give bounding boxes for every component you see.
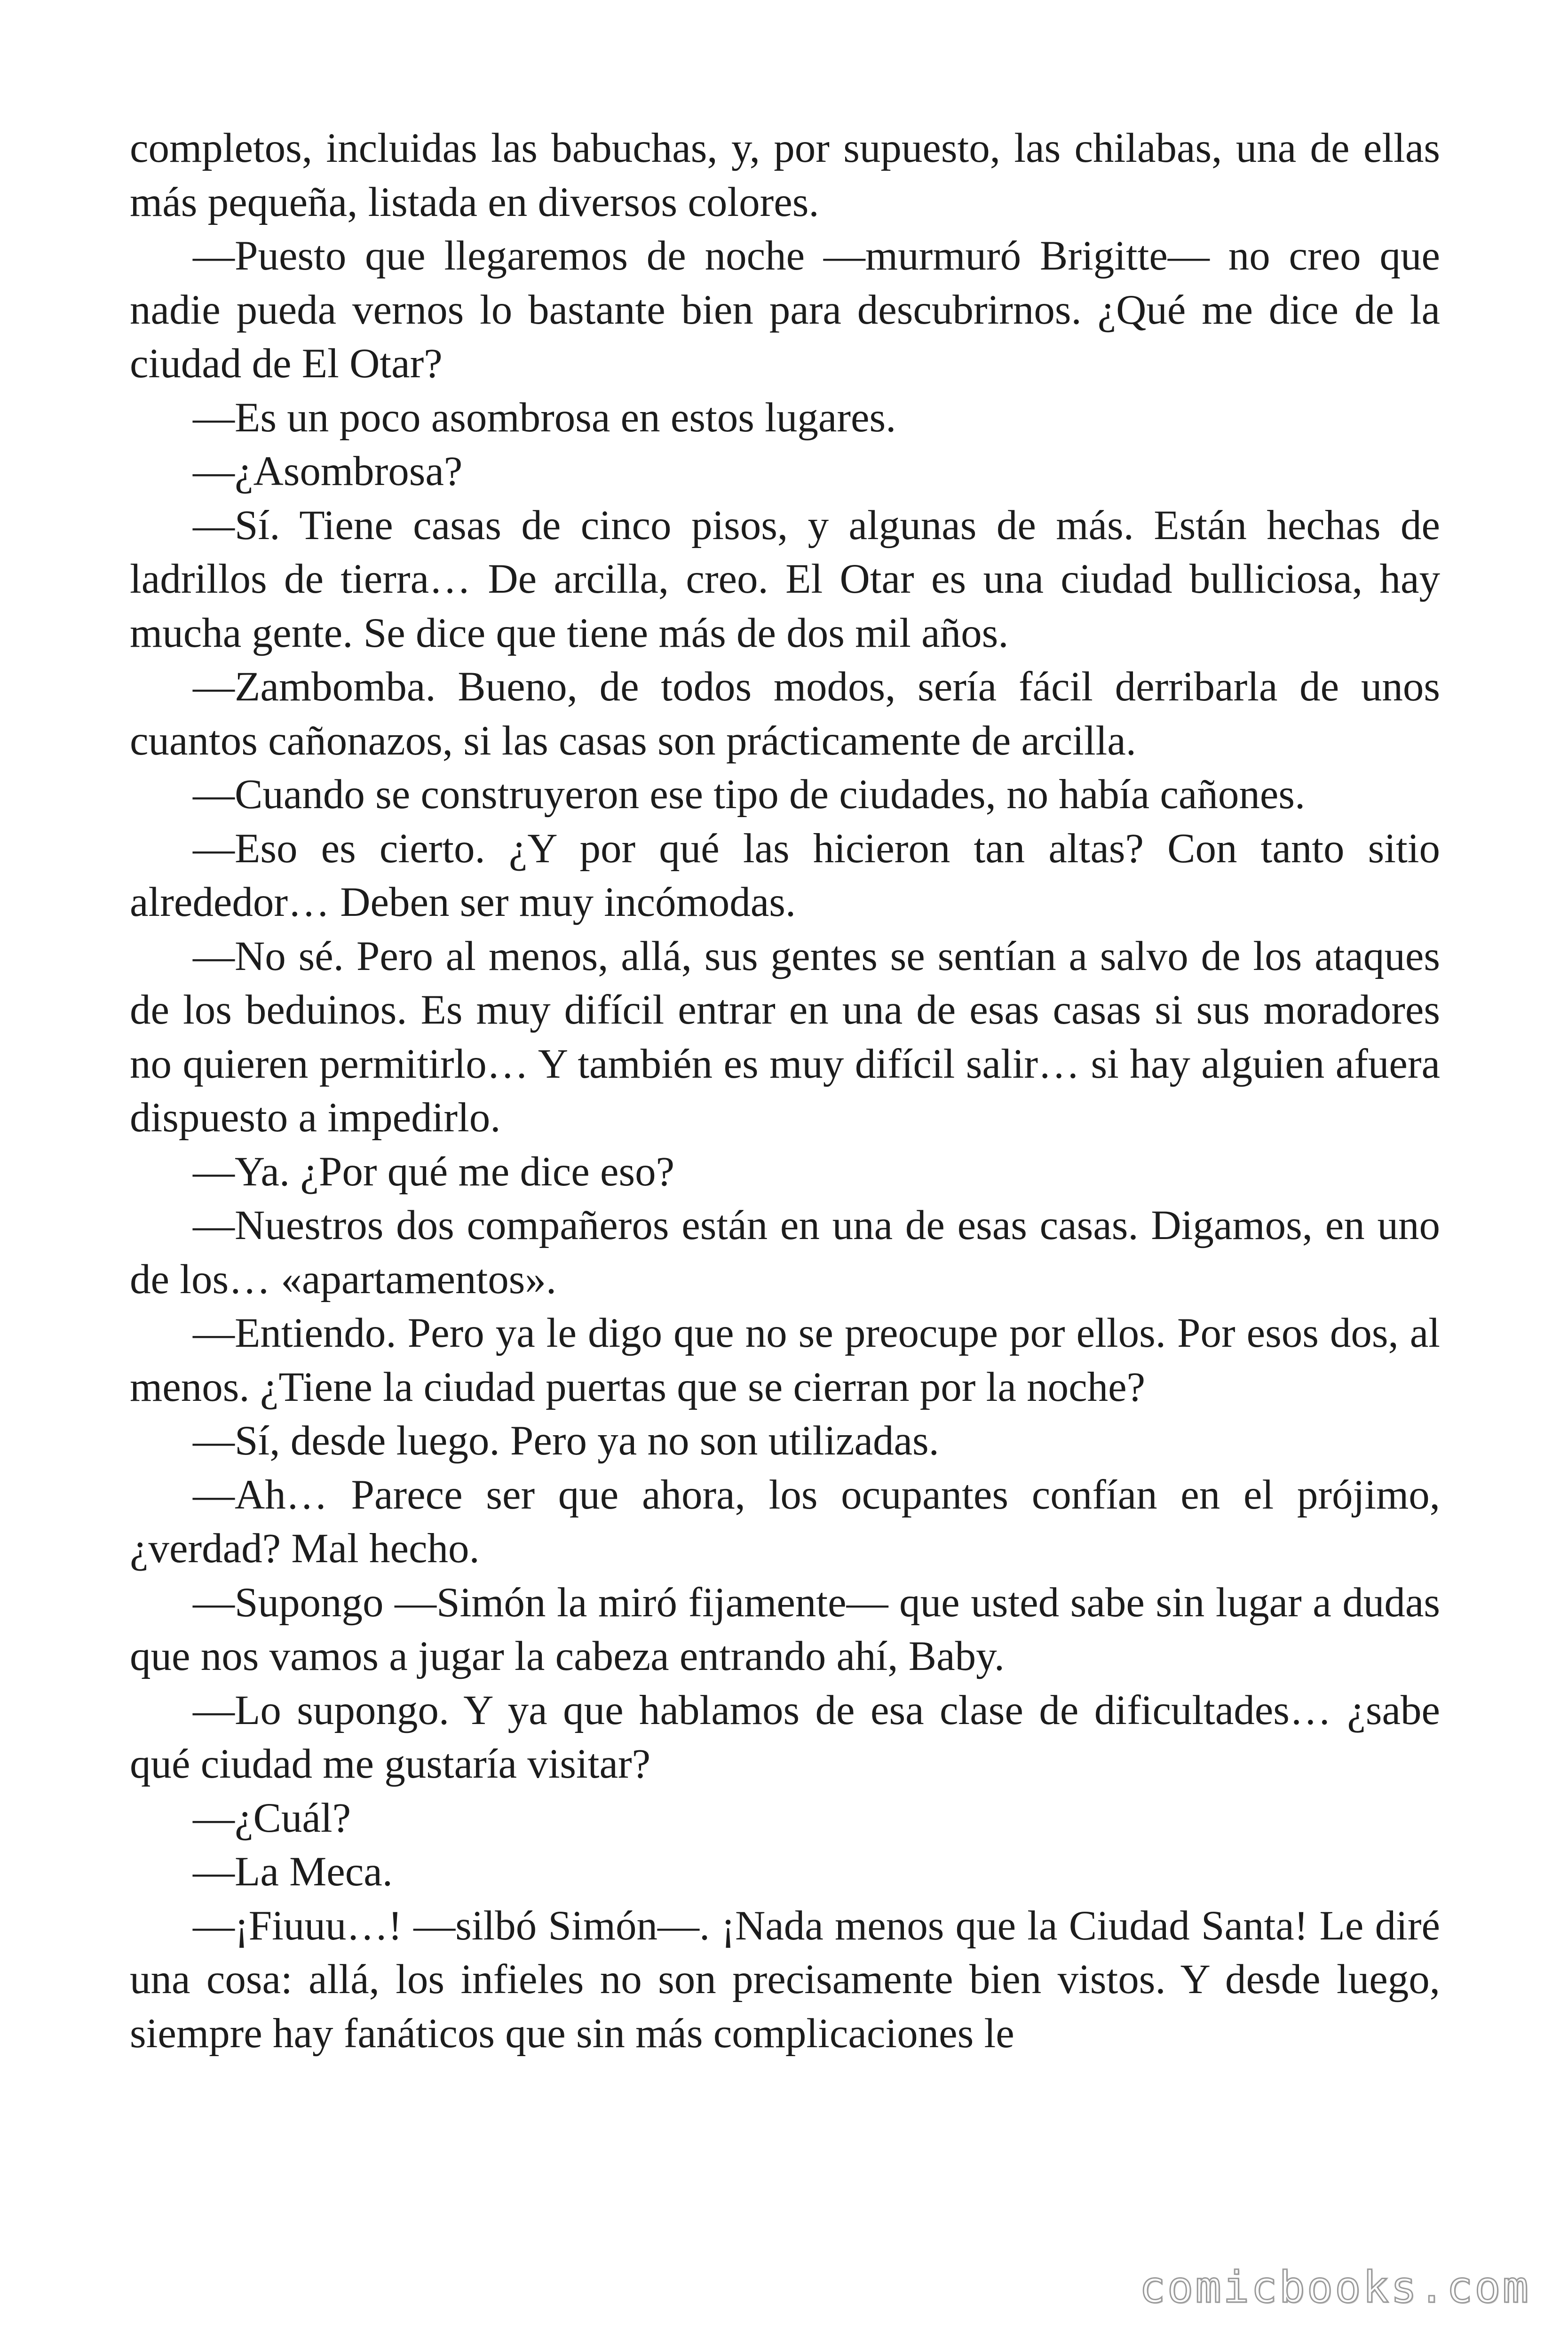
paragraph: —Puesto que llegaremos de noche —murmuró Brigitte— no creo que nadie pueda vernos lo bastante bien para descubrirnos. ¿Qué me dice de la ciudad de El Otar?	[130, 233, 1440, 387]
paragraph: —Zambomba. Bueno, de todos modos, sería fácil derribarla de unos cuantos cañonazos, si las casas son prácticamente de arcilla.	[130, 664, 1440, 764]
paragraph: —No sé. Pero al menos, allá, sus gentes se sentían a salvo de los ataques de los beduinos. Es muy difícil entrar en una de esas casas si sus moradores no quieren permitirlo… Y también es muy difícil salir… si hay alguien afuera dispuesto a impedirlo.	[130, 933, 1440, 1141]
paragraph: —Cuando se construyeron ese tipo de ciudades, no había cañones.	[193, 771, 1306, 818]
paragraph: —Ah… Parece ser que ahora, los ocupantes confían en el prójimo, ¿verdad? Mal hecho.	[130, 1471, 1440, 1572]
paragraph: —Es un poco asombrosa en estos lugares.	[193, 394, 896, 441]
paragraph: —Eso es cierto. ¿Y por qué las hicieron tan altas? Con tanto sitio alrededor… Deben ser muy incómodas.	[130, 825, 1440, 925]
watermark: comicbooks.com	[1139, 2262, 1530, 2312]
paragraph: —Sí. Tiene casas de cinco pisos, y algunas de más. Están hechas de ladrillos de tierra… De arcilla, creo. El Otar es una ciudad bulliciosa, hay mucha gente. Se dice que tiene más de dos mil años.	[130, 502, 1440, 656]
paragraph: —¿Asombrosa?	[193, 448, 463, 494]
paragraph: completos, incluidas las babuchas, y, por supuesto, las chilabas, una de ellas más pequeña, listada en diversos colores.	[130, 125, 1440, 225]
paragraph: —Lo supongo. Y ya que hablamos de esa clase de dificultades… ¿sabe qué ciudad me gustaría visitar?	[130, 1687, 1440, 1787]
paragraph: —Supongo —Simón la miró fijamente— que usted sabe sin lugar a dudas que nos vamos a jugar la cabeza entrando ahí, Baby.	[130, 1579, 1440, 1679]
paragraph: —Sí, desde luego. Pero ya no son utilizadas.	[193, 1418, 939, 1464]
paragraph: —Entiendo. Pero ya le digo que no se preocupe por ellos. Por esos dos, al menos. ¿Tiene la ciudad puertas que se cierran por la noche?	[130, 1310, 1440, 1410]
paragraph: —¡Fiuuu…! —silbó Simón—. ¡Nada menos que la Ciudad Santa! Le diré una cosa: allá, los infieles no son precisamente bien vistos. Y desde luego, siempre hay fanáticos que sin más complicaciones le	[130, 1902, 1440, 2057]
page-text	[130, 121, 1440, 2060]
paragraph: —¿Cuál?	[193, 1795, 351, 1841]
paragraph: —Nuestros dos compañeros están en una de esas casas. Digamos, en uno de los… «apartamentos».	[130, 1202, 1440, 1303]
paragraph: —Ya. ¿Por qué me dice eso?	[193, 1148, 675, 1195]
paragraph: —La Meca.	[193, 1849, 393, 1895]
